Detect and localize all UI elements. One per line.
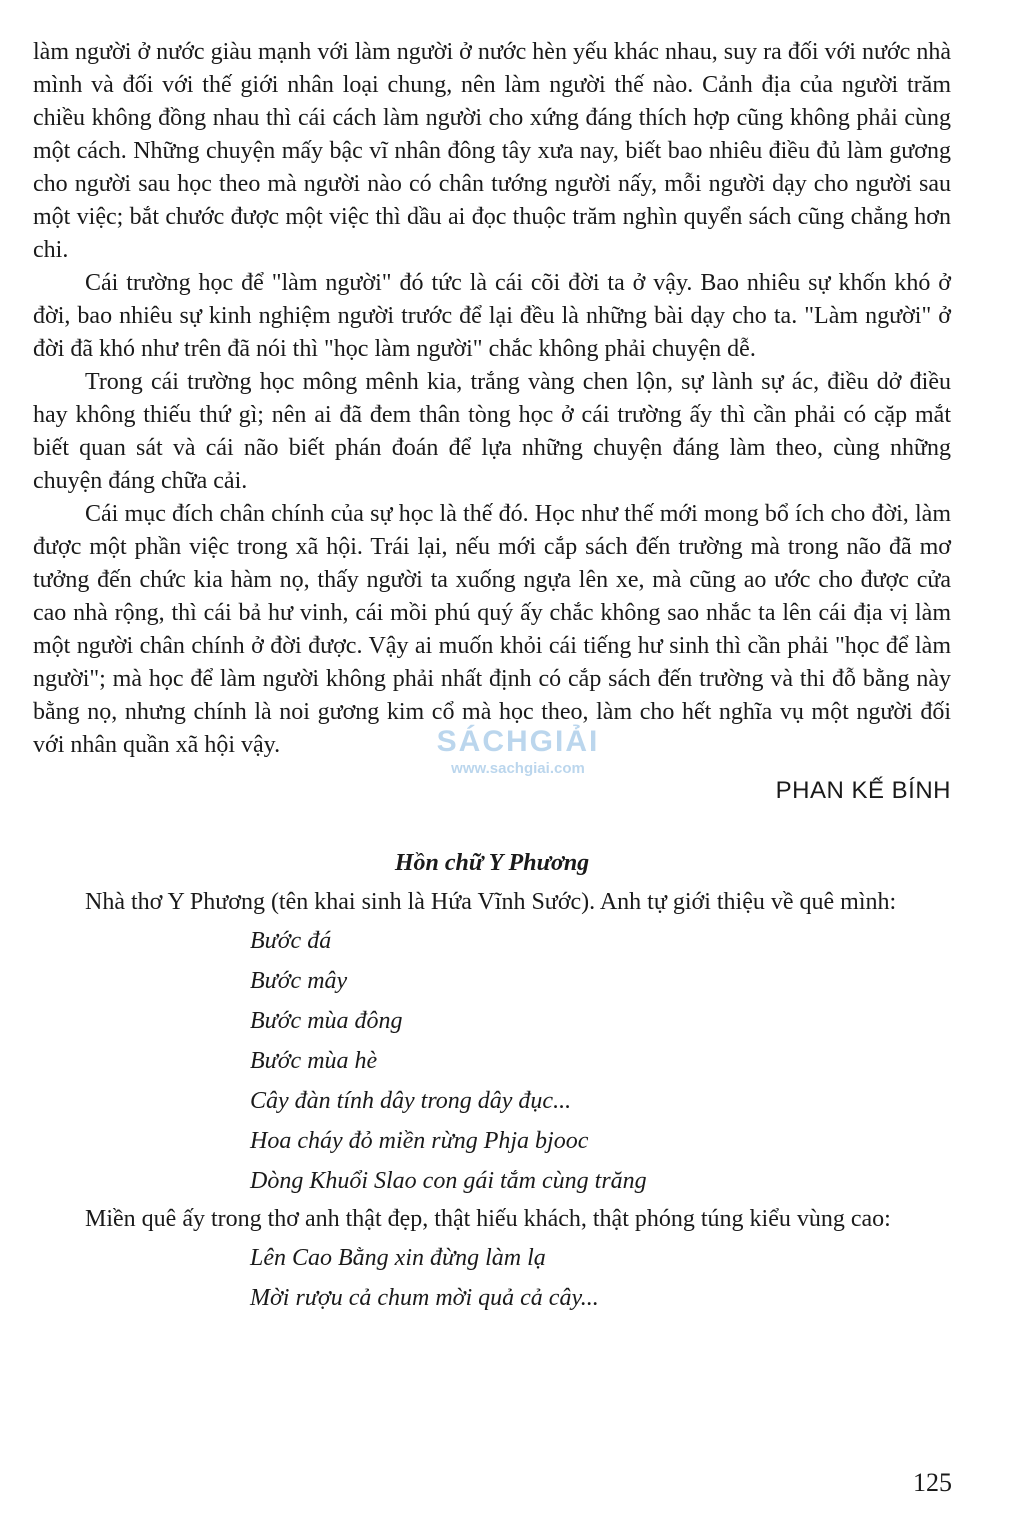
watermark-url: www.sachgiai.com	[451, 760, 585, 777]
paragraph-3: Trong cái trường học mông mênh kia, trắng vàng chen lộn, sự lành sự ác, điều dở điều hay không thiếu thứ gì; nên ai đã đem thân tòng học ở cái trường ấy thì cần phải có cặp mắt biết quan sát và cái não biết phán đoán để lựa những chuyện đáng làm theo, cùng những chuyện đáng chữa cải.	[33, 369, 951, 494]
page-content	[33, 36, 951, 1320]
poem-line: Cây đàn tính dây trong dây đục...	[250, 1088, 572, 1114]
poem-line: Hoa cháy đỏ miền rừng Phja bjooc	[250, 1128, 589, 1154]
poem-line: Lên Cao Bằng xin đừng làm lạ	[250, 1245, 546, 1271]
poem-line: Bước đá	[250, 928, 332, 954]
intro-paragraph-1: Nhà thơ Y Phương (tên khai sinh là Hứa Vĩnh Sước). Anh tự giới thiệu về quê mình:	[85, 889, 897, 915]
intro-paragraph-2: Miền quê ấy trong thơ anh thật đẹp, thật hiếu khách, thật phóng túng kiểu vùng cao:	[85, 1206, 891, 1232]
paragraph-4: Cái mục đích chân chính của sự học là thế đó. Học như thế mới mong bổ ích cho đời, làm được một phần việc trong xã hội. Trái lại, nếu mới cắp sách đến trường mà trong não đã mơ tưởng đến chức kia hàm nọ, thấy người ta xuống ngựa lên xe, mà cũng ao ước cho được cửa cao nhà rộng, thì cái bả hư vinh, cái mồi phú quý ấy chắc không sao nhắc ta lên cái địa vị làm một người chân chính ở đời được. Vậy ai muốn khỏi cái tiếng hư sinh thì cần phải "học để làm người"; mà học để làm người không phải nhất định có cắp sách đến trường và thi đỗ bằng này bằng nọ, nhưng chính là noi gương kim cổ mà học theo, làm cho hết nghĩa vụ một người đối với nhân quần xã hội vậy.	[33, 501, 951, 758]
poem-stanza-1	[250, 921, 951, 1201]
poem-line: Bước mùa đông	[250, 1008, 403, 1034]
poem-line: Dòng Khuổi Slao con gái tắm cùng trăng	[250, 1168, 647, 1194]
poem-line: Bước mây	[250, 968, 348, 994]
author-name: PHAN KẾ BÍNH	[775, 777, 951, 804]
section-title: Hồn chữ Y Phương	[394, 850, 590, 876]
poem-stanza-2	[250, 1238, 951, 1318]
poem-line: Bước mùa hè	[250, 1048, 378, 1074]
page-number: 125	[913, 1468, 952, 1497]
paragraph-2: Cái trường học để "làm người" đó tức là cái cõi đời ta ở vậy. Bao nhiêu sự khốn khó ở đời, bao nhiêu sự kinh nghiệm người trước để lại đều là những bài dạy cho ta. "Làm người" ở đời đã khó như trên đã nói thì "học làm người" chắc không phải chuyện dễ.	[33, 270, 951, 362]
poem-line: Mời rượu cả chum mời quả cả cây...	[250, 1285, 599, 1311]
paragraph-1: làm người ở nước giàu mạnh với làm người ở nước hèn yếu khác nhau, suy ra đối với nước nhà mình và đối với thế giới nhân loại chung, nên làm người thế nào. Cảnh địa của người trăm chiều không đồng nhau thì cái cách làm người cho xứng đáng thích hợp cũng không phải cùng một cách. Những chuyện mấy bậc vĩ nhân đông tây xưa nay, biết bao nhiêu điều đủ làm gương cho người sau học theo mà người nào có chân tướng người nấy, mỗi người dạy cho người sau một việc; bắt chước được một việc thì dầu ai đọc thuộc trăm nghìn quyển sách cũng chẳng hơn chi.	[33, 39, 951, 263]
watermark-logo: SÁCHGIẢI	[436, 725, 600, 758]
